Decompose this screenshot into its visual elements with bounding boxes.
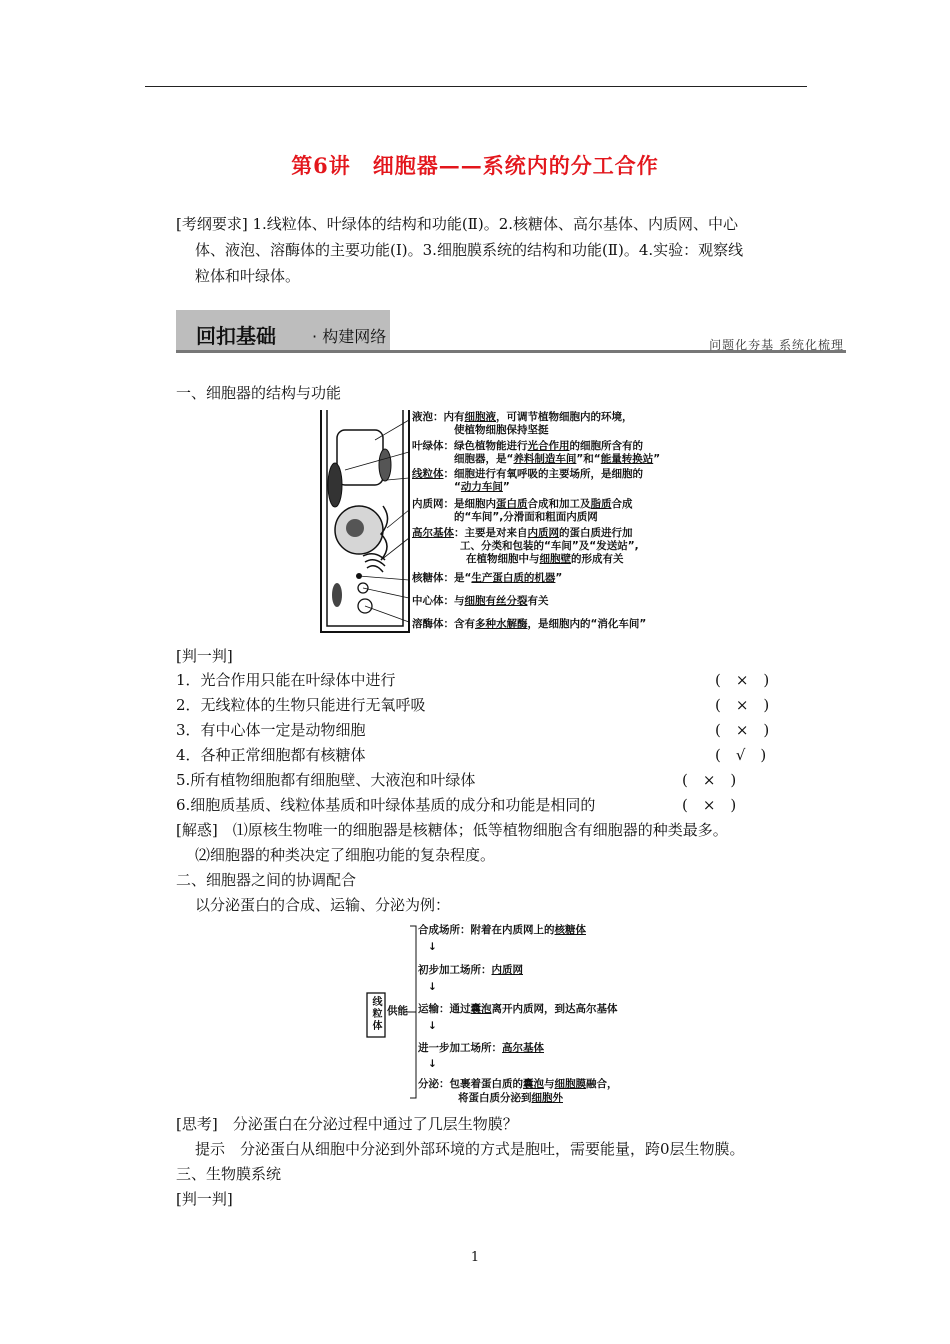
label-vacuole: 液泡：内有细胞液，可调节植物细胞内的环境， 使植物细胞保持坚挺 [412,411,633,436]
nucleolus [346,519,364,537]
mitochondrion [379,449,391,481]
judge1-label: [判一判] [176,647,233,665]
flow-step-secretion: 分泌：包裹着蛋白质的囊泡与细胞膜融合， 将蛋白质分泌到细胞外 [418,1078,618,1104]
judge1-item-6: 6.细胞质基质、线粒体基质和叶绿体基质的成分和功能是相同的 [176,796,596,814]
label-chloroplast: 叶绿体：绿色植物能进行光合作用的细胞所含有的 细胞器，是“养料制造车间”和“能量转换站” [412,440,661,465]
think-question: [思考] 分泌蛋白在分泌过程中通过了几层生物膜？ [176,1115,518,1133]
arrow-down-icon: ↓ [428,1058,437,1070]
judge1-item-1: 1．光合作用只能在叶绿体中进行 [176,671,396,689]
vacuole [337,430,383,485]
page-number: 1 [470,1250,480,1265]
judge1-mark-1: ( × ) [715,671,770,689]
requirement-line3: 粒体和叶绿体。 [195,267,301,285]
section2-intro: 以分泌蛋白的合成、运输、分泌为例： [195,896,451,914]
requirement-line2: 体、液泡、溶酶体的主要功能(Ⅰ)。3.细胞膜系统的结构和功能(Ⅱ)。4.实验：观察线 [195,241,744,259]
judge1-mark-5: ( × ) [682,771,737,789]
flow-step-further-processing: 进一步加工场所：高尔基体 [418,1042,544,1054]
label-ribosome: 核糖体：是“生产蛋白质的机器” [412,572,563,584]
banner-dot: · [312,327,318,346]
arrow-down-icon: ↓ [428,1020,437,1032]
section3-heading: 三、生物膜系统 [176,1165,282,1183]
section2-heading: 二、细胞器之间的协调配合 [176,871,357,889]
golgi-body [363,554,385,572]
small-mitochondrion [332,583,342,607]
chloroplast [328,463,342,507]
label-mitochondrion: 线粒体：细胞进行有氧呼吸的主要场所，是细胞的 “动力车间” [412,468,643,493]
think-answer: 提示 分泌蛋白从细胞中分泌到外部环境的方式是胞吐，需要能量，跨0层生物膜。 [195,1140,745,1158]
flow-step-initial-processing: 初步加工场所：内质网 [418,964,523,976]
flow-step-transport: 运输：通过囊泡离开内质网，到达高尔基体 [418,1003,618,1015]
arrow-down-icon: ↓ [428,941,437,953]
mito-label: 线 粒 体 [372,997,383,1032]
label-er: 内质网：是细胞内蛋白质合成和加工及脂质合成 的“车间”,分滑面和粗面内质网 [412,498,633,523]
banner-sub [312,324,386,347]
section3-judge-label: [判一判] [176,1190,233,1208]
requirement-line1: 1.线粒体、叶绿体的结构和功能(Ⅱ)。2.核糖体、高尔基体、内质网、中心 [252,215,739,233]
label-centrosome: 中心体：与细胞有丝分裂有关 [412,595,549,607]
exam-requirements [176,211,816,289]
arrow-down-icon: ↓ [428,981,437,993]
top-rule [145,86,807,87]
banner-right-text: 问题化夯基 系统化梳理 [709,338,844,352]
judge1-item-4: 4．各种正常细胞都有核糖体 [176,746,366,764]
judge1-mark-3: ( × ) [715,721,770,739]
banner-sub-text: 构建网络 [322,327,387,346]
doubt-line2: ⑵细胞器的种类决定了细胞功能的复杂程度。 [195,846,496,864]
endoplasmic-reticulum [381,506,388,560]
judge1-mark-2: ( × ) [715,696,770,714]
flow-step-synthesis: 合成场所：附着在内质网上的核糖体 [418,924,586,936]
section1-heading: 一、细胞器的结构与功能 [176,384,342,402]
judge1-item-2: 2．无线粒体的生物只能进行无氧呼吸 [176,696,426,714]
label-golgi: 高尔基体：主要是对来自内质网的蛋白质进行加 工、分类和包装的“车间”及“发送站”, 在植物细胞中与细胞壁的形成有关 [412,527,639,565]
requirement-label: [考纲要求] [176,215,248,233]
plant-cell-diagram [315,410,415,635]
judge1-mark-4: ( √ ) [715,746,767,764]
supply-label: 供能 [387,1005,408,1017]
doubt-line1: [解惑] ⑴原核生物唯一的细胞器是核糖体；低等植物细胞含有细胞器的种类最多。 [176,821,728,839]
judge1-mark-6: ( × ) [682,796,737,814]
judge1-item-3: 3．有中心体一定是动物细胞 [176,721,366,739]
judge1-item-5: 5.所有植物细胞都有细胞壁、大液泡和叶绿体 [176,771,476,789]
section-banner [176,310,846,353]
page-title: 第6讲 细胞器——系统内的分工合作 [291,153,659,178]
banner-main: 回扣基础 [196,324,276,348]
label-lysosome: 溶酶体：含有多种水解酶，是细胞内的“消化车间” [412,618,647,630]
